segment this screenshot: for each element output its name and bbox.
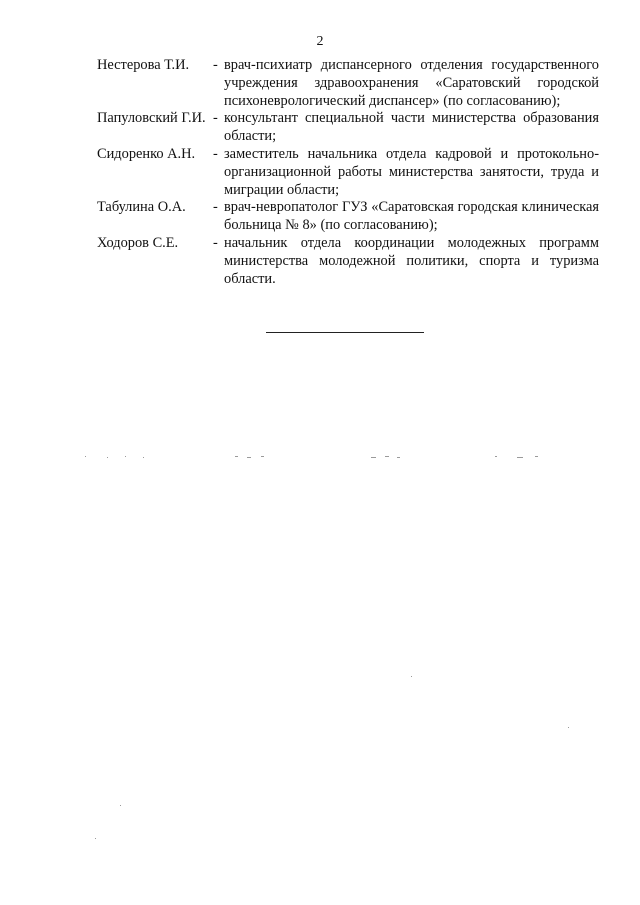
member-role: заместитель начальника отдела кадровой и протокольно-организационной работы министерства занятости, труда и миграции области; bbox=[224, 145, 599, 198]
member-dash: - bbox=[213, 57, 218, 73]
member-list bbox=[97, 57, 599, 288]
scan-artifact-dots bbox=[85, 456, 545, 458]
member-row bbox=[97, 146, 599, 199]
member-name: Табулина О.А. bbox=[97, 199, 186, 216]
member-row bbox=[97, 110, 599, 146]
member-role: начальник отдела координации молодежных программ министерства молодежной политики, спорта и туризма области. bbox=[224, 234, 599, 287]
member-role: консультант специальной части министерства образования области; bbox=[224, 110, 599, 145]
member-row bbox=[97, 199, 599, 235]
member-row bbox=[97, 235, 599, 288]
scan-speck bbox=[120, 805, 121, 806]
member-name: Ходоров С.Е. bbox=[97, 234, 179, 251]
member-role: врач-невропатолог ГУЗ «Саратовская городская клиническая больница № 8» (по согласованию); bbox=[224, 199, 599, 234]
member-role: врач-психиатр диспансерного отделения государственного учреждения здравоохранения «Саратовский городской психоневрологический диспансер» (по согласованию); bbox=[224, 57, 599, 109]
member-dash: - bbox=[213, 110, 218, 127]
member-dash: - bbox=[213, 199, 218, 216]
member-name: Папуловский Г.И. bbox=[97, 110, 206, 127]
member-dash: - bbox=[213, 234, 218, 251]
closing-divider-line bbox=[266, 332, 424, 333]
page-number: 2 bbox=[316, 34, 324, 49]
scan-speck bbox=[95, 838, 96, 839]
member-dash: - bbox=[213, 145, 218, 162]
scan-speck bbox=[568, 727, 569, 728]
member-name: Нестерова Т.И. bbox=[97, 57, 190, 73]
member-name: Сидоренко А.Н. bbox=[97, 145, 196, 162]
scan-speck bbox=[411, 676, 412, 677]
member-row bbox=[97, 57, 599, 110]
